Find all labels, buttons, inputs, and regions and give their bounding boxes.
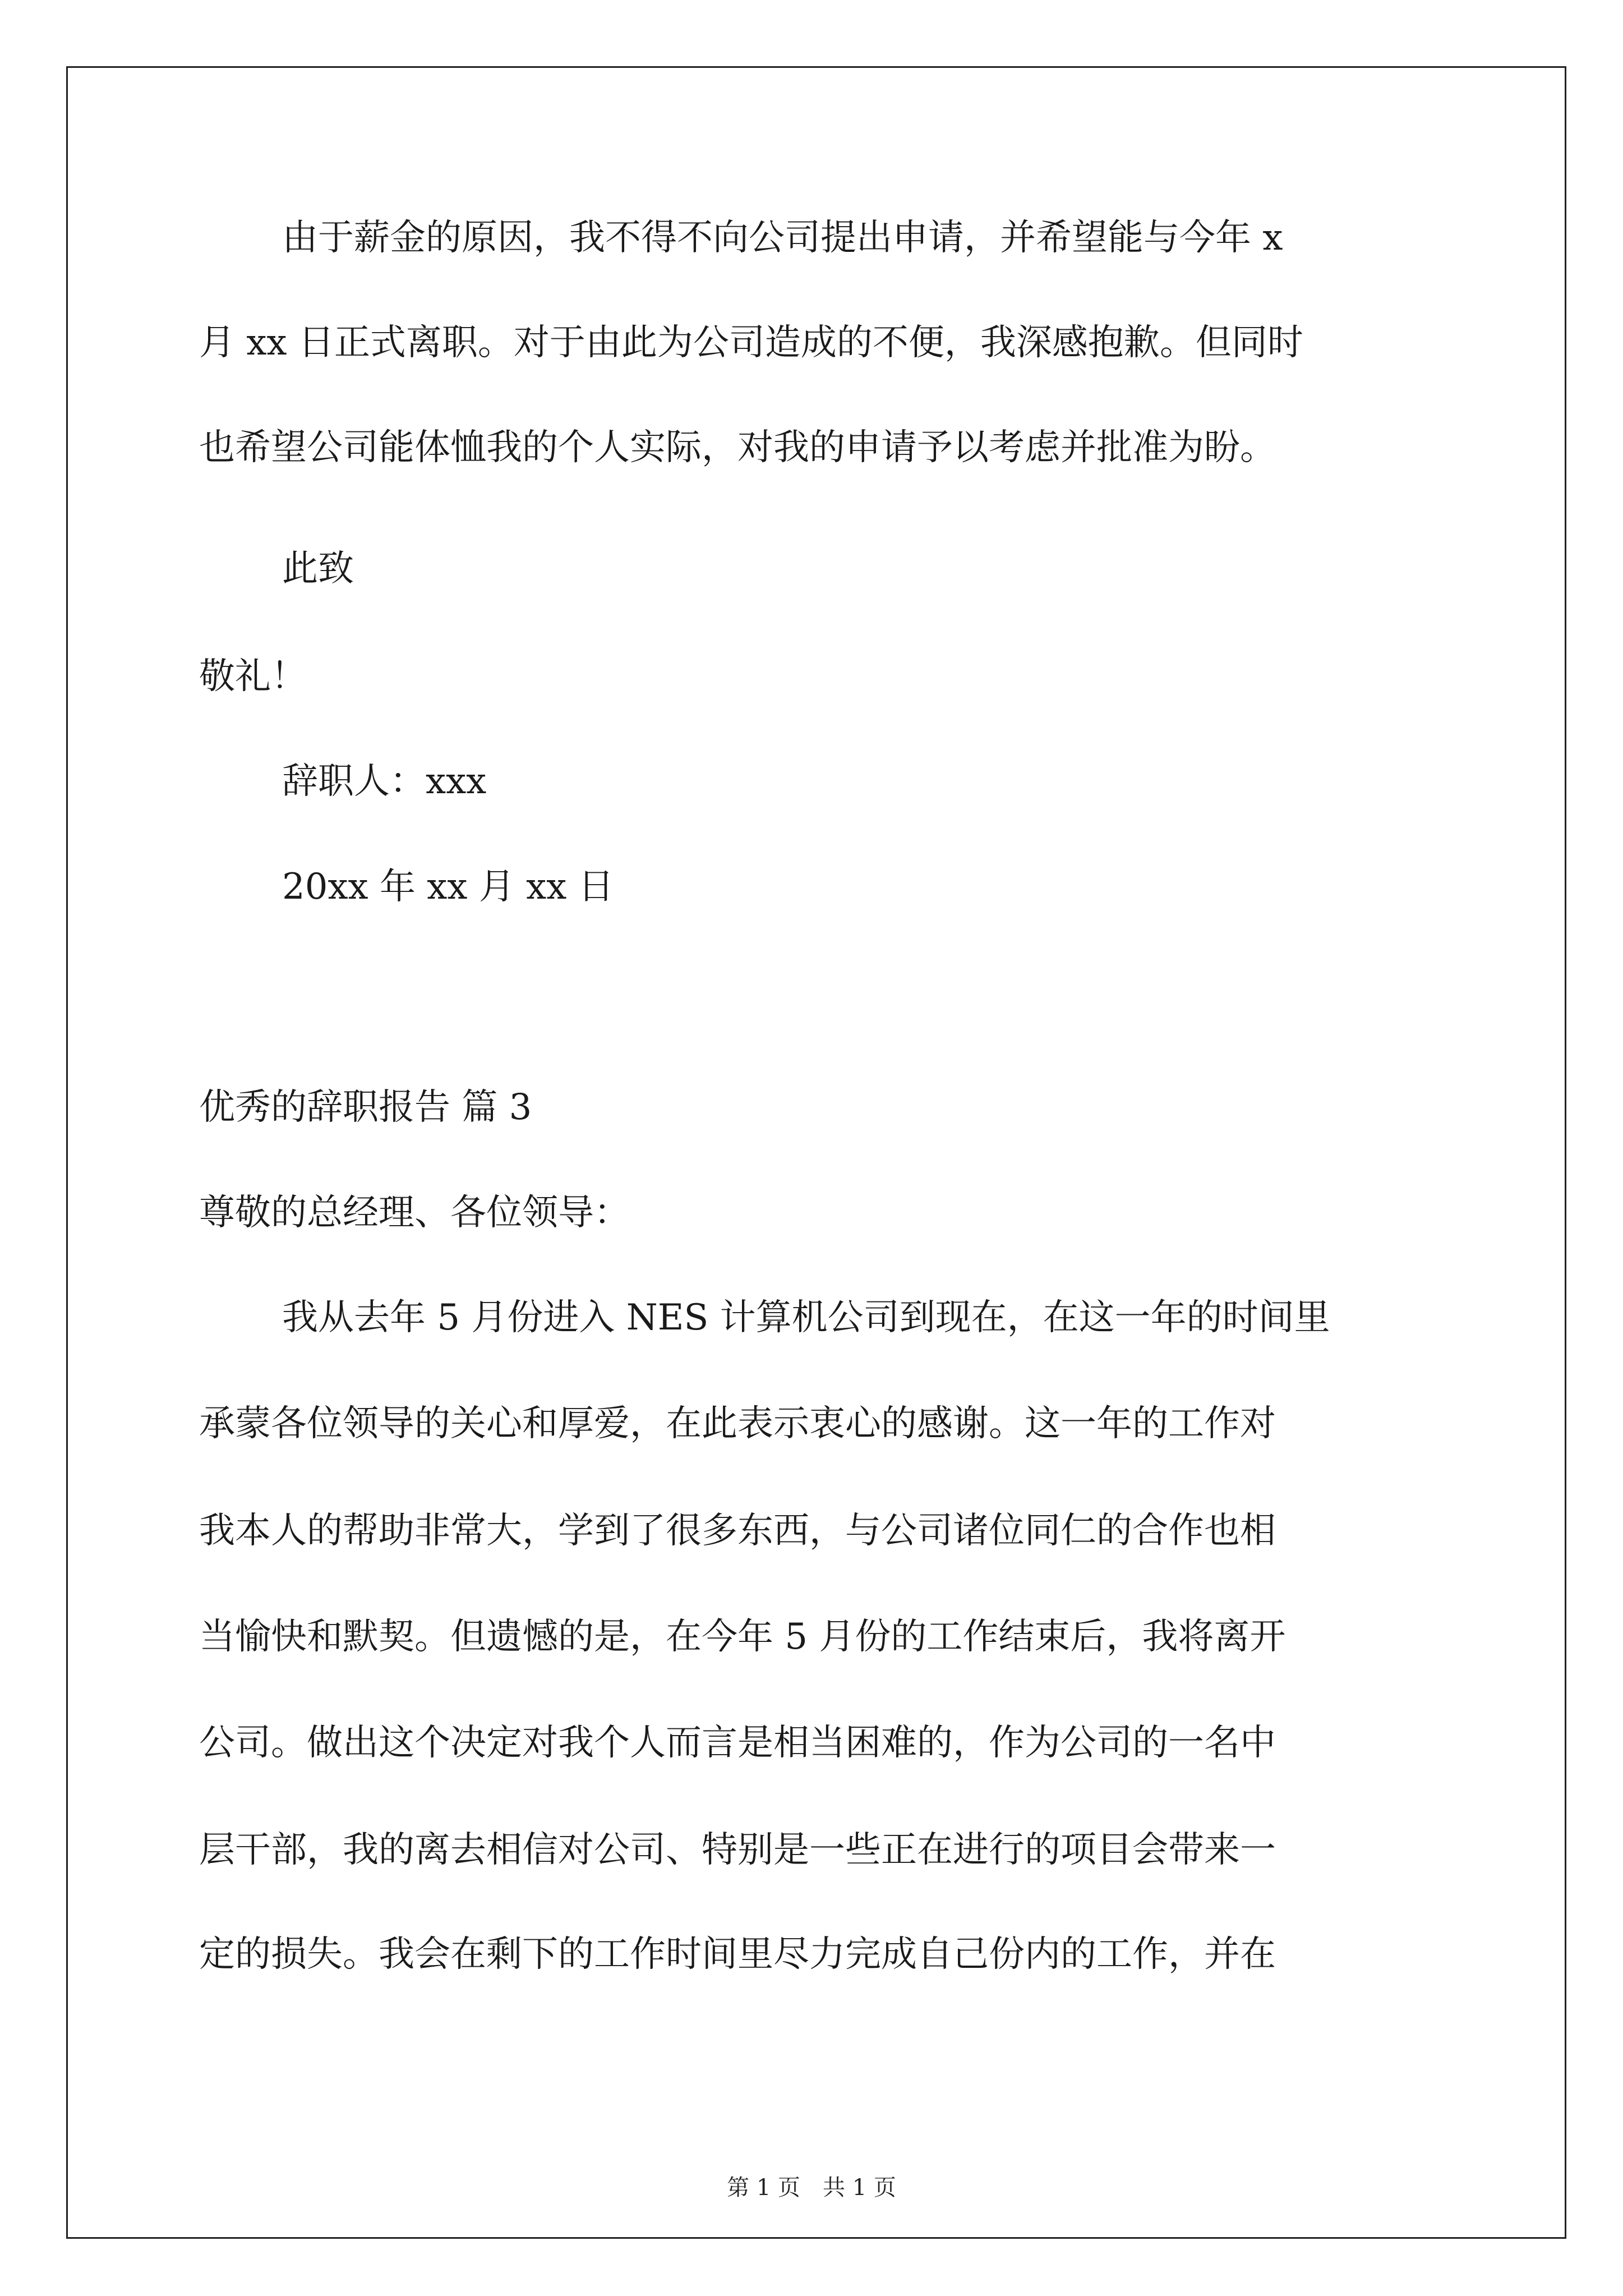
paragraph-1-line-1: 由于薪金的原因，我不得不向公司提出申请，并希望能与今年 x: [282, 217, 1283, 259]
salutation: 此致: [282, 548, 354, 590]
paragraph-1-line-2: 月 xx 日正式离职。对于由此为公司造成的不便，我深感抱歉。但同时: [199, 322, 1303, 364]
paragraph-2-line-4: 当愉快和默契。但遗憾的是，在今年 5 月份的工作结束后，我将离开: [199, 1616, 1286, 1658]
section-title: 优秀的辞职报告 篇 3: [199, 1087, 532, 1128]
paragraph-2-line-3: 我本人的帮助非常大，学到了很多东西，与公司诸位同仁的合作也相: [199, 1510, 1276, 1552]
date: 20xx 年 xx 月 xx 日: [282, 866, 614, 908]
paragraph-2-line-5: 公司。做出这个决定对我个人而言是相当困难的，作为公司的一名中: [199, 1722, 1276, 1764]
greeting: 尊敬的总经理、各位领导：: [199, 1192, 630, 1234]
page-border: [66, 66, 1566, 2239]
paragraph-2-line-2: 承蒙各位领导的关心和厚爱，在此表示衷心的感谢。这一年的工作对: [199, 1403, 1276, 1444]
paragraph-2-line-6: 层干部，我的离去相信对公司、特别是一些正在进行的项目会带来一: [199, 1829, 1276, 1871]
page-footer: 第 1 页 共 1 页: [727, 2175, 896, 2201]
signer: 辞职人：xxx: [282, 761, 487, 802]
closing: 敬礼！: [199, 656, 307, 697]
paragraph-2-line-7: 定的损失。我会在剩下的工作时间里尽力完成自己份内的工作，并在: [199, 1934, 1276, 1975]
paragraph-1-line-3: 也希望公司能体恤我的个人实际，对我的申请予以考虑并批准为盼。: [199, 427, 1276, 468]
paragraph-2-line-1: 我从去年 5 月份进入 NES 计算机公司到现在，在这一年的时间里: [282, 1297, 1330, 1338]
